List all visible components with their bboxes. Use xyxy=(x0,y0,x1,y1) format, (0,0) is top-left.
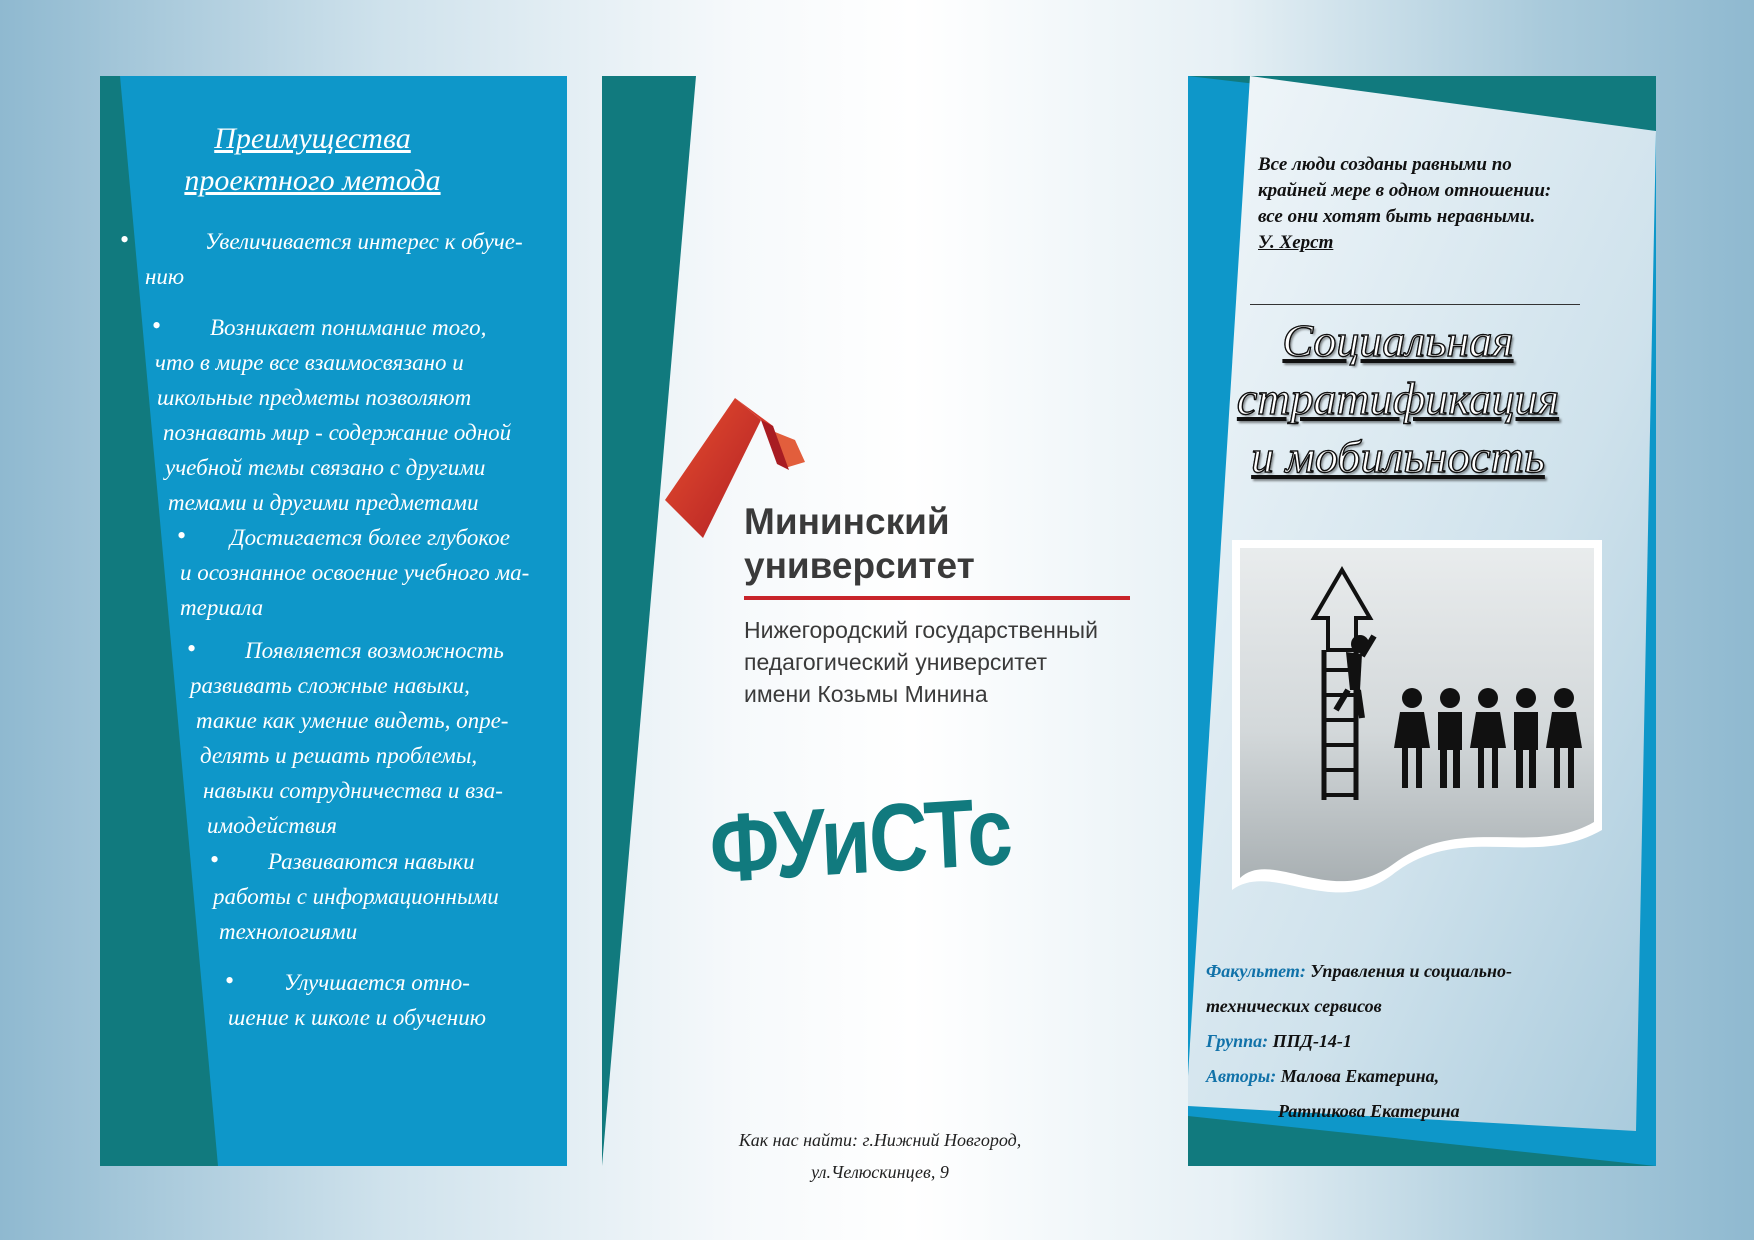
group-label: Группа: xyxy=(1206,1031,1269,1051)
faculty-label: Факультет: xyxy=(1206,961,1306,981)
group-value: ППД-14-1 xyxy=(1272,1031,1352,1051)
advantage-item: • Появляется возможность развивать сложные навыки, такие как умение видеть, опре- делять и решать проблемы, навыки сотрудничества и вза- имодействия xyxy=(190,633,570,843)
faculty-abbreviation: ФУиСТс xyxy=(707,777,1014,903)
advantages-title: Преимущества проектного метода xyxy=(184,122,441,197)
middle-panel xyxy=(600,76,1140,1182)
logo-divider xyxy=(744,596,1130,600)
social-mobility-illustration xyxy=(1232,540,1602,940)
advantage-item: • Развиваются навыки работы с информационными технологиями xyxy=(213,844,573,949)
bullet-icon: • xyxy=(225,966,235,995)
advantages-list xyxy=(100,76,567,1166)
advantage-item: • Достигается более глубокое и осознанное освоение учебного ма- териала xyxy=(180,520,570,625)
advantage-item: • Увеличивается интерес к обуче- нию xyxy=(145,224,545,294)
quote-author: У. Херст xyxy=(1258,232,1334,253)
bullet-icon: • xyxy=(152,311,162,340)
bullet-icon: • xyxy=(120,225,130,254)
project-info: Факультет: Управления и социально- технических сервисов Группа: ППД-14-1 Авторы: Малова Екатерина, Ратникова Екатерина xyxy=(1206,961,1513,1121)
right-panel xyxy=(1188,76,1656,1166)
epigraph-quote: Все люди созданы равными по крайней мере в одном отношении: все они хотят быть неравными. У. Херст xyxy=(1258,152,1628,256)
address: Как нас найти: г.Нижний Новгород, ул.Челюскинцев, 9 xyxy=(738,1130,1022,1182)
bullet-icon: • xyxy=(210,845,220,874)
bullet-icon: • xyxy=(187,634,197,663)
university-full-name: Нижегородский государственный педагогический университет имени Козьмы Минина xyxy=(744,617,1098,707)
authors-label: Авторы: xyxy=(1206,1066,1277,1086)
advantage-item: • Улучшается отно- шение к школе и обучению xyxy=(228,965,568,1035)
divider xyxy=(1250,304,1580,305)
left-panel xyxy=(100,76,567,1166)
brochure-title: Социальная стратификация и мобильность xyxy=(1236,315,1560,482)
advantage-item: • Возникает понимание того, что в мире все взаимосвязано и школьные предметы позволяют познавать мир - содержание одной учебной темы связано с другими темами и другими предметами xyxy=(155,310,565,520)
university-name: Мининский университет xyxy=(744,501,975,586)
author-name: Ратникова Екатерина xyxy=(1278,1101,1460,1121)
author-name: Малова Екатерина, xyxy=(1280,1066,1440,1086)
faculty-value: Управления и социально- xyxy=(1310,961,1513,981)
bullet-icon: • xyxy=(177,521,187,550)
